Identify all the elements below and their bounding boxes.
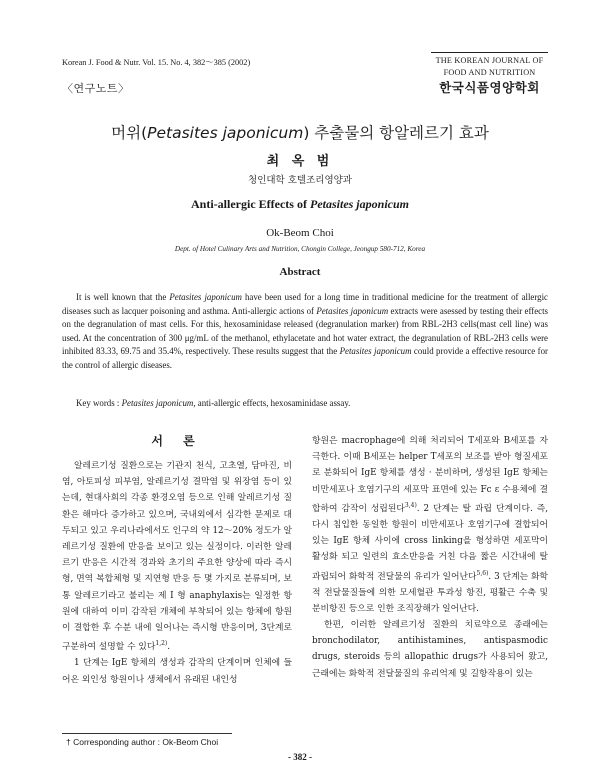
intro-p3-text-a: 항원은 macrophage에 의해 처리되어 T세포와 B세포를 자극한다. 이때 B세포는 helper T세포의 보조를 받아 형질세포로 분화되어 IgE 항체를 생성 · 분비하며, 생성된 IgE 항체는 비만세포나 호염기구의 세포막 표면에 있는 Fc ε 수용체에 결합하여 감작이 성립된다: [312, 436, 548, 514]
citation-ref: 3,4): [404, 501, 417, 509]
english-title-prefix: Anti-allergic Effects of: [191, 197, 310, 211]
english-affiliation: Dept. of Hotel Culinary Arts and Nutrition, Chongin College, Jeongup 580-712, Korea: [174, 245, 426, 253]
korean-title-suffix: ) 추출물의 항알레르기 효과: [303, 124, 489, 142]
abstract-heading: Abstract: [279, 266, 321, 278]
abstract-species-2: Petasites japonicum: [316, 305, 389, 316]
keywords-rest: , anti-allergic effects, hexosaminidase assay.: [193, 398, 351, 408]
journal-citation: Korean J. Food & Nutr. Vol. 15. No. 4, 382～385 (2002): [62, 58, 251, 67]
citation-ref: 1,2): [155, 640, 168, 648]
intro-p1-text: 알레르기성 질환으로는 기관지 천식, 고초열, 담마진, 비염, 아토피성 피부염, 알레르기성 결막염 및 위장염 등이 있는데, 현대사회의 각종 환경오염 등으로 인해 알레르기성 질환은 해마다 증가하고 있으며, 국내외에서 심각한 문제로 대두되고 있고 우리나라에서도 인구의 약 12～20% 정도가 알레르기성 질환에 반응을 보이고 있는 실정이다. 이러한 알레르기 반응은 시간적 경과와 초기의 주요한 양상에 따라 즉시형, 면역 복합체형 및 지연형 반응 등 몇 가지로 분류되며, 보통 알레르기라고 불리는 제 I 형 anaphylaxis는 일정한 항원에 대하여 이미 감작된 개체에 부착되어 있는 항체에 항원이 결합한 후 수분 내에 일어나는 즉시형 반응이며, 3단계로 구분하여 설명할 수 있다: [62, 461, 292, 653]
korean-affiliation: 청인대학 호텔조리영양과: [248, 175, 352, 186]
abstract-text-2: have been used for a long time in traditional medicine for the treatment of allergic diseases such as lacquer poisoning and asthma. Anti-allergic actions of: [62, 292, 548, 316]
abstract-species-3: Petasites japonicum: [339, 346, 412, 356]
abstract-text-3: extracts were asessed by testing their effects on the degranulation of mast cells. For this, hexosaminidase released (degranulation marker) from RBL-2H3 cells(mast cell line) was used. At the concentration of 300 μg/mL of the methanol, ethylacetate and hot water extract, the degranulation of RBL-2H3 cells were inhibited 83.33, 69.75 and 35.4%, respectively. These results suggest that the: [62, 305, 549, 356]
page-number: - 382 -: [288, 752, 312, 762]
masthead-rule: [431, 52, 548, 53]
journal-name-line1: THE KOREAN JOURNAL OF: [435, 56, 544, 65]
article-type-label: 〈연구노트〉: [62, 82, 130, 95]
english-author: Ok-Beom Choi: [266, 227, 334, 239]
intro-paragraph-1: [62, 458, 292, 655]
korean-title: [0, 121, 600, 143]
intro-p3-text-c: . 3 단계는 화학적 전달물질들에 의한 모세혈관 투과성 항진, 평활근 수축 및 분비항진 등으로 인한 조직장해가 일어난다.: [312, 571, 548, 614]
abstract-species-1: Petasites japonicum: [169, 292, 242, 302]
intro-paragraph-2: 1 단계는 IgE 항체의 생성과 감작의 단계이며 인체에 들어온 외인성 항원이나 생체에서 유래된 내인성: [62, 658, 292, 685]
abstract-body: [62, 291, 548, 372]
abstract-text-1: It is well known that the: [76, 292, 170, 302]
right-column: [312, 433, 548, 682]
english-title-species: Petasites japonicum: [309, 197, 409, 211]
journal-name-line2: FOOD AND NUTRITION: [443, 68, 536, 77]
keywords-label: Key words :: [76, 398, 122, 408]
intro-paragraph-3: [312, 433, 548, 617]
korean-title-species: Petasites japonicum: [147, 124, 304, 142]
keywords-species: Petasites japonicum: [121, 398, 194, 408]
intro-heading: 서 론: [151, 434, 203, 448]
citation-ref: 5,6): [476, 569, 489, 577]
left-column: [62, 458, 292, 688]
abstract-text-4: could provide a effective resource for the control of allergic diseases.: [62, 346, 548, 370]
intro-p3-text-b: . 2 단계는 탈 과립 단계이다. 즉, 다시 침입한 동일한 항원이 비만세포나 호염기구에 결합되어 있는 IgE 항체 사이에 cross linking을 형성하면 세포막이 활성화 되고 일련의 효소반응을 거친 다음 짧은 시간내에 탈 과립되어 화학적 전달물의 유리가 일어난다: [312, 503, 548, 582]
journal-masthead: [431, 52, 548, 96]
corresponding-author-footnote: † Corresponding author : Ok-Beom Choi: [66, 737, 219, 747]
intro-paragraph-4: 한편, 이러한 알레르기성 질환의 치료약으로 종래에는 bronchodilator, antihistamines, antispasmodic drugs, steroids 등의 allopathic drugs가 사용되어 왔고, 근래에는 화학적 전달물질의 유리억제 및 길항작용이 있는: [312, 620, 548, 679]
english-title: [0, 197, 600, 212]
journal-name-korean: 한국식품영양학회: [439, 80, 540, 95]
keywords-line: [62, 398, 548, 408]
footnote-rule: [62, 733, 232, 734]
korean-title-prefix: 머위(: [111, 124, 148, 142]
korean-author: 최 옥 범: [266, 154, 334, 169]
intro-p1-end: .: [167, 642, 171, 653]
